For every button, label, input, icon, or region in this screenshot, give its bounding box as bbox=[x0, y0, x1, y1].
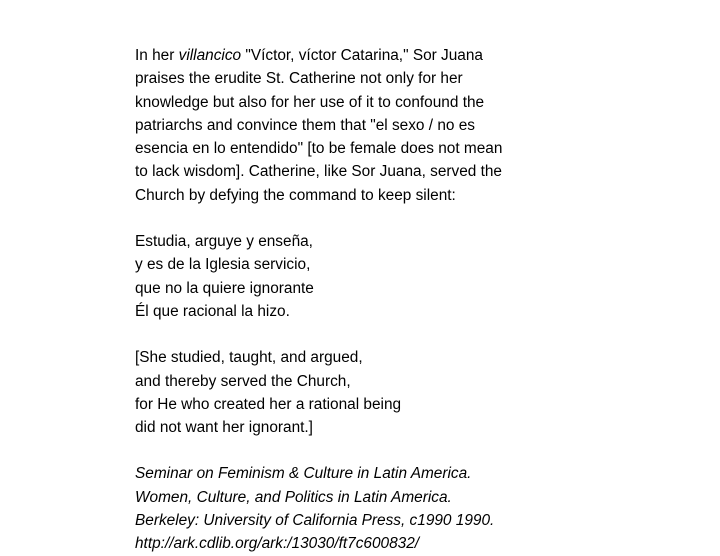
citation-url: http://ark.cdlib.org/ark:/13030/ft7c600832/ bbox=[135, 535, 420, 553]
paragraph-spacer bbox=[135, 439, 555, 462]
translation-line: [She studied, taught, and argued, bbox=[135, 349, 363, 367]
verse-line: que no la quiere ignorante bbox=[135, 279, 314, 297]
intro-line bbox=[135, 44, 555, 67]
spanish-verse bbox=[135, 230, 555, 323]
intro-line: knowledge but also for her use of it to confound the bbox=[135, 93, 485, 111]
intro-line: Church by defying the command to keep silent: bbox=[135, 186, 456, 204]
verse-line: Él que racional la hizo. bbox=[135, 302, 290, 320]
translation-line: for He who created her a rational being bbox=[135, 395, 402, 413]
intro-line: to lack wisdom]. Catherine, like Sor Juana, served the bbox=[135, 163, 502, 181]
citation bbox=[135, 462, 555, 555]
paragraph-spacer bbox=[135, 207, 555, 230]
citation-line: Berkeley: University of California Press, c1990 1990. bbox=[135, 512, 495, 530]
translation-line: did not want her ignorant.] bbox=[135, 419, 313, 437]
verse-line: y es de la Iglesia servicio, bbox=[135, 256, 311, 274]
translation-line: and thereby served the Church, bbox=[135, 372, 351, 390]
intro-line: patriarchs and convince them that "el sexo / no es bbox=[135, 116, 475, 134]
citation-line: Women, Culture, and Politics in Latin America. bbox=[135, 488, 452, 506]
paragraph-spacer bbox=[135, 323, 555, 346]
intro-paragraph bbox=[135, 44, 555, 207]
document-body bbox=[135, 44, 555, 556]
villancico-term: villancico bbox=[178, 47, 242, 64]
english-translation bbox=[135, 346, 555, 439]
citation-line: Seminar on Feminism & Culture in Latin America. bbox=[135, 465, 472, 483]
intro-line: praises the erudite St. Catherine not only for her bbox=[135, 70, 463, 88]
intro-line: esencia en lo entendido" [to be female does not mean bbox=[135, 140, 503, 158]
intro-text: "Víctor, víctor Catarina," Sor Juana bbox=[241, 47, 483, 64]
intro-text: In her bbox=[135, 47, 179, 64]
verse-line: Estudia, arguye y enseña, bbox=[135, 233, 313, 251]
